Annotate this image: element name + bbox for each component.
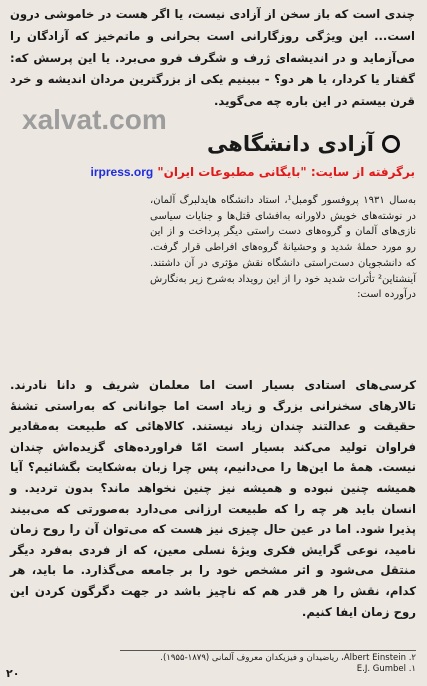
circle-icon: [382, 135, 400, 153]
footnote-2: ۲. Albert Einstein، ریاضیدان و فیزیکدان معروف آلمانی (۱۸۷۹-۱۹۵۵).: [160, 653, 416, 663]
source-site[interactable]: irpress.org: [90, 165, 154, 179]
intro-note: به‌سال ۱۹۳۱ پروفسور گومبل¹، استاد دانشگاه هایدلبرگ آلمان، در نوشته‌های خویش دلاورانه به‌افشای قتل‌ها و جنایات سیاسی نازی‌های آلمان و گروه‌های دست راستی دیگر پرداخت و از این رو مورد حملهٔ شدید و وحشیانهٔ گروه‌های افراطی قرار گرفت. که دانشجویان دست‌راستی دانشگاه نقش مؤثری در آن داشتند. آینشتاین² تأثرات شدید خود را از این رویداد به‌شرح زیر به‌نگارش درآورده است:: [150, 195, 416, 301]
article-title: آزادی دانشگاهی: [207, 132, 374, 156]
body-paragraph: کرسی‌های استادی بسیار است اما معلمان شریف و دانا نادرند. تالارهای سخنرانی بزرگ و زیاد است اما جوانانی که به‌راستی تشنهٔ حقیقت و عدالتند چندان زیاد نیستند. کالاهائی که طبیعت به‌مقادیر فراوان تولید می‌کند بسیار است امّا فراورده‌های گزیده‌اش چندان نیست. همهٔ ما این‌ها را می‌دانیم، پس چرا زبان به‌شکایت بگشائیم؟ آیا همیشه چنین نبوده و همیشه نیز چنین نخواهد ماند؟ بدون تردید. و انسان باید هر چه را که طبیعت ارزانی می‌دارد به‌صورتی که می‌بیند پذیرا شود. اما در عین حال چیزی نیز هست که می‌توان آن را روح زمان نامید، نوعی گرایش فکری ویژهٔ نسلی معین، که از فردی به‌فرد دیگر منتقل می‌شود و اثر مشخص خود را بر جامعه می‌گذارد. ما باید، هر کدام، نقش را هر قدر هم که ناچیز باشد در جهت دگرگون کردن این روح زمان ایفا کنیم.: [10, 378, 416, 619]
source-line: [72, 165, 415, 179]
intro-paragraph: چندی است که باز سخن از آزادی نیست، یا اگر هست در خاموشی درون است... این ویژگی روزگارانی است بحرانی و ماتم‌خیز که آزادگان را می‌آزماید و در اندیشه‌ای ژرف و شگرف فرو می‌برد. یا این پرسش که: گفتار یا کردار، یا هر دو؟ - ببینیم یکی از بزرگترین مردان اندیشه و خرد قرن بیستم در این باره چه می‌گوید.: [10, 7, 415, 109]
page-number: ۲۰: [6, 667, 20, 680]
source-label: برگرفته از سایت: "بایگانی مطبوعات ایران": [157, 165, 415, 179]
footnotes: [64, 653, 416, 675]
footnote-1: ۱. E.J. Gumbel: [356, 664, 416, 674]
watermark: xalvat.com: [22, 104, 167, 135]
title-row: [150, 132, 400, 156]
footnote-divider: [120, 650, 416, 651]
